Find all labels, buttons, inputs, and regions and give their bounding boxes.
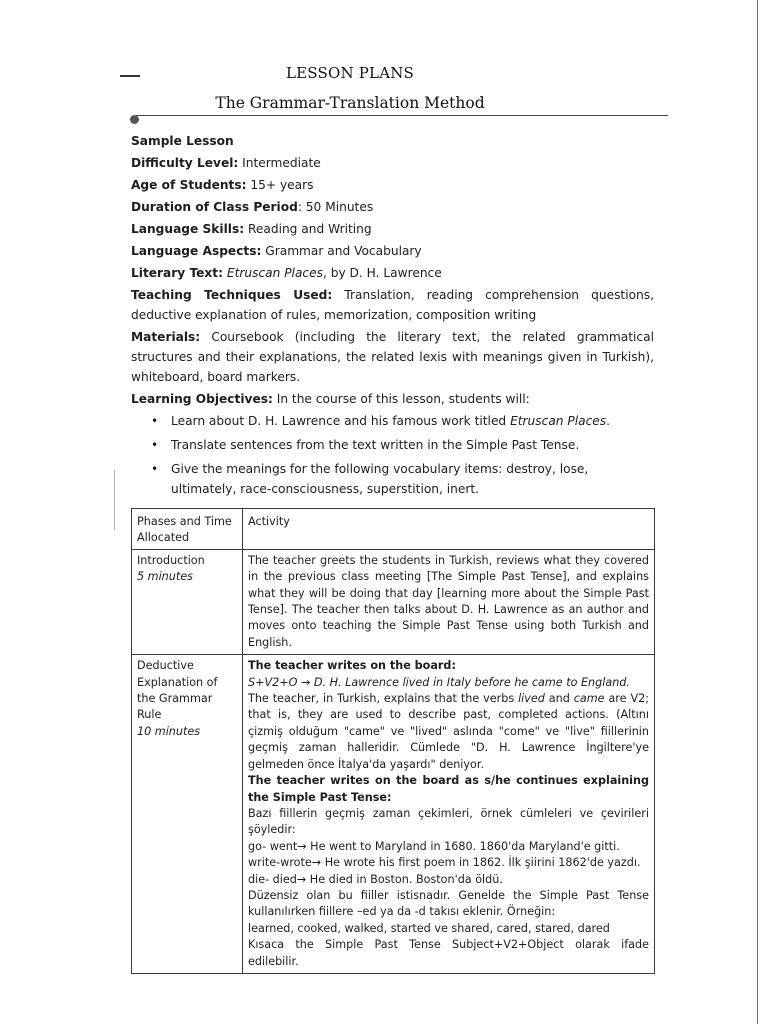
list-item: • Learn about D. H. Lawrence and his famous work titled Etruscan Places. bbox=[171, 411, 654, 431]
table-row bbox=[132, 549, 655, 654]
header-activity: Activity bbox=[243, 509, 655, 550]
phase-cell bbox=[132, 655, 243, 974]
skills-value: Reading and Writing bbox=[244, 222, 372, 236]
document-title: LESSON PLANS bbox=[285, 64, 415, 82]
objectives-label: Learning Objectives: bbox=[131, 392, 273, 406]
activity-line: learned, cooked, walked, started ve shared, cared, stared, dared bbox=[248, 921, 610, 935]
activity-line: go- went→ He went to Maryland in 1680. 1860'da Maryland'e gitti. bbox=[248, 839, 620, 853]
literary-text-label: Literary Text: bbox=[131, 266, 223, 280]
difficulty-value: Intermediate bbox=[238, 156, 321, 170]
lesson-table bbox=[131, 508, 655, 974]
activity-line: Düzensiz olan bu fiiller istisnadır. Genelde the Simple Past Tense kullanılırken fiillere –ed ya da -d takısı eklenir. Örneğin: bbox=[248, 888, 649, 919]
materials-label: Materials: bbox=[131, 330, 201, 344]
literary-text-title: Etruscan Places bbox=[226, 266, 323, 280]
activity-text: The teacher greets the students in Turkish, reviews what they covered in the previous class meeting [The Simple Past Tense], and explains what they will be doing that day [learning more about the Simple Past Tense]. The teacher then talks about D. H. Lawrence as an author and moves onto teaching the Simple Past Tense using both Turkish and English. bbox=[248, 553, 649, 649]
literary-text-author: , by D. H. Lawrence bbox=[322, 266, 442, 280]
activity-cell bbox=[243, 549, 655, 654]
activity-line: write-wrote→ He wrote his first poem in 1862. İlk şiirini 1862'de yazdı. bbox=[248, 856, 641, 870]
duration-label: Duration of Class Period bbox=[131, 200, 298, 214]
bullet-icon: • bbox=[151, 438, 159, 452]
list-item: • Translate sentences from the text written in the Simple Past Tense. bbox=[171, 435, 654, 455]
divider-dot bbox=[130, 115, 139, 124]
literary-text-field bbox=[131, 263, 654, 283]
difficulty-label: Difficulty Level: bbox=[131, 156, 239, 170]
duration-field bbox=[131, 197, 654, 217]
difficulty-field bbox=[131, 153, 654, 173]
age-label: Age of Students: bbox=[131, 178, 247, 192]
aspects-label: Language Aspects: bbox=[131, 244, 262, 258]
page-edge bbox=[757, 0, 758, 1024]
activity-line: die- died→ He died in Boston. Boston'da öldü. bbox=[248, 872, 503, 886]
activity-line: Kısaca the Simple Past Tense Subject+V2+Object olarak ifade edilebilir. bbox=[248, 938, 649, 968]
phase-name: Deductive Explanation of the Grammar Rule bbox=[137, 659, 218, 722]
objectives-field bbox=[131, 389, 654, 409]
aspects-value: Grammar and Vocabulary bbox=[261, 244, 422, 258]
techniques-label: Teaching Techniques Used: bbox=[131, 288, 333, 302]
techniques-field bbox=[131, 285, 654, 325]
title-divider bbox=[136, 115, 668, 116]
table-header-row bbox=[132, 509, 655, 550]
objectives-value: In the course of this lesson, students will: bbox=[272, 392, 530, 406]
materials-field bbox=[131, 327, 654, 387]
sample-heading: Sample Lesson bbox=[131, 134, 234, 148]
activity-line: Bazı fiillerin geçmiş zaman çekimleri, örnek cümleleri ve çevirileri şöyledir: bbox=[248, 806, 649, 837]
scan-mark bbox=[114, 470, 115, 530]
phase-time: 10 minutes bbox=[137, 724, 201, 738]
age-value: 15+ years bbox=[246, 178, 314, 192]
phase-time: 5 minutes bbox=[137, 570, 193, 584]
techniques-value: Translation, reading comprehension questions, deductive explanation of rules, memorization, composition writing bbox=[131, 288, 654, 322]
document-subtitle: The Grammar-Translation Method bbox=[215, 94, 485, 112]
objectives-list bbox=[131, 411, 654, 499]
board-example: S+V2+O → D. H. Lawrence lived in Italy before he came to England. bbox=[248, 675, 630, 689]
header-phases: Phases and Time Allocated bbox=[132, 509, 243, 550]
age-field bbox=[131, 175, 654, 195]
phase-name: Introduction bbox=[137, 553, 205, 567]
lesson-info bbox=[131, 131, 654, 503]
activity-cell bbox=[243, 655, 655, 974]
bullet-icon: • bbox=[151, 462, 159, 476]
list-item: • Give the meanings for the following vocabulary items: destroy, lose, ultimately, race-consciousness, superstition, inert. bbox=[171, 459, 654, 499]
aspects-field bbox=[131, 241, 654, 261]
board-heading: The teacher writes on the board: bbox=[248, 659, 456, 673]
phase-cell bbox=[132, 549, 243, 654]
skills-field bbox=[131, 219, 654, 239]
materials-value: Coursebook (including the literary text, the related grammatical structures and their explanations, the related lexis with meanings given in Turkish), whiteboard, board markers. bbox=[131, 330, 654, 384]
bullet-icon: • bbox=[151, 414, 159, 428]
explanation-text: The teacher, in Turkish, explains that the verbs lived and came are V2; that is, they are used to describe past, completed actions. (Altını çizmiş olduğum "came" ve "lived" aslında "come" ve "live" fiillerinin geçmiş zaman halleridir. Cümlede "D. H. Lawrence İngiltere'ye gelmeden önce İtalya'da yaşardı" deniyor. bbox=[248, 692, 649, 771]
skills-label: Language Skills: bbox=[131, 222, 245, 236]
duration-value: : 50 Minutes bbox=[297, 200, 374, 214]
table-row bbox=[132, 655, 655, 974]
board-heading: The teacher writes on the board as s/he continues explaining the Simple Past Tense: bbox=[248, 774, 649, 804]
